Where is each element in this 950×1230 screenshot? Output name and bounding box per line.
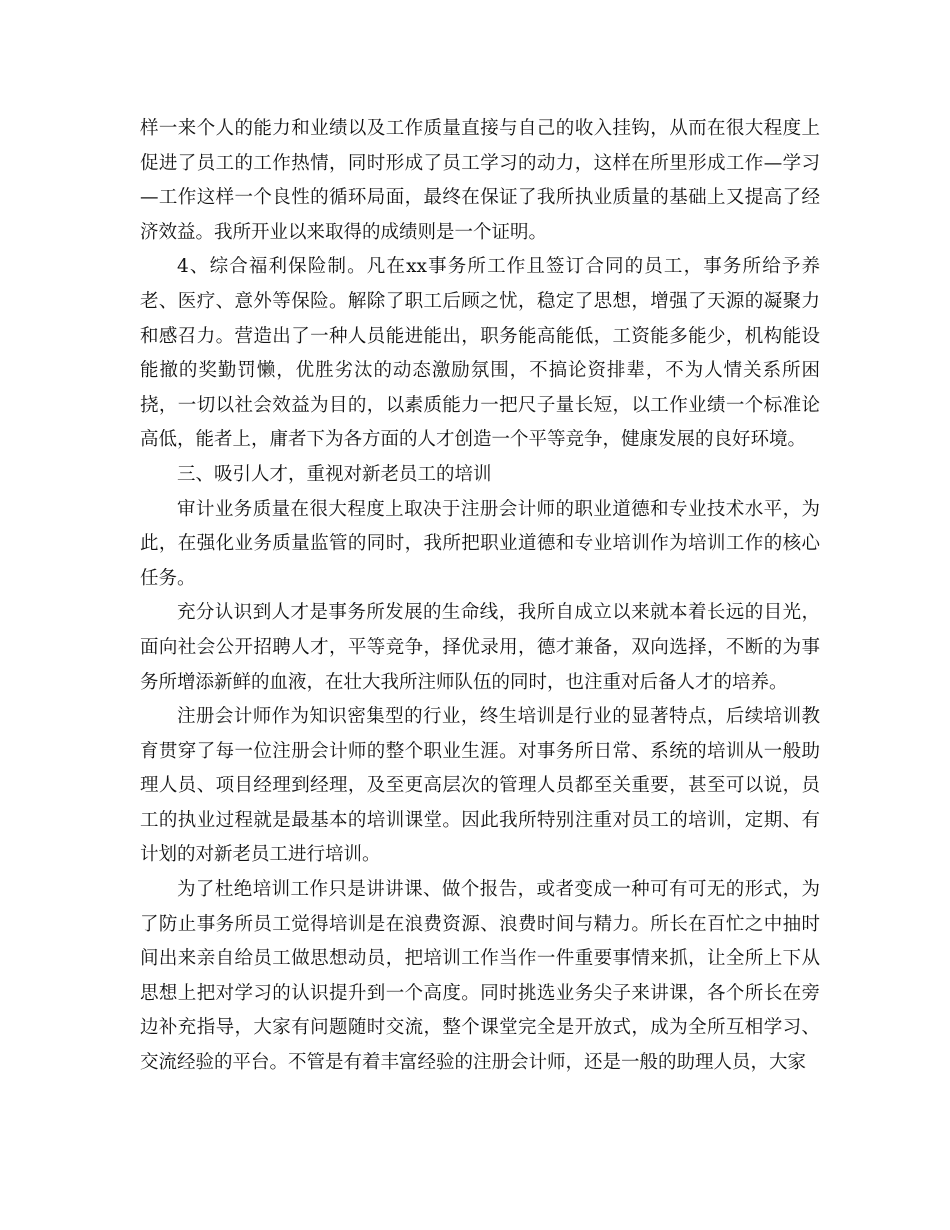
paragraph-audit-quality: 审计业务质量在很大程度上取决于注册会计师的职业道德和专业技术水平，为此，在强化业务质量监管的同时，我所把职业道德和专业培训作为培训工作的核心任务。	[140, 498, 820, 589]
paragraph-continuation: 样一来个人的能力和业绩以及工作质量直接与自己的收入挂钩，从而在很大程度上促进了员工的工作热情，同时形成了员工学习的动力，这样在所里形成工作—学习—工作这样一个良性的循环局面，最终在保证了我所执业质量的基础上又提高了经济效益。我所开业以来取得的成绩则是一个证明。	[140, 118, 820, 243]
paragraph-training-practice: 为了杜绝培训工作只是讲讲课、做个报告，或者变成一种可有可无的形式，为了防止事务所员工觉得培训是在浪费资源、浪费时间与精力。所长在百忙之中抽时间出来亲自给员工做思想动员，把培训工作当作一件重要事情来抓，让全所上下从思想上把对学习的认识提升到一个高度。同时挑选业务尖子来讲课，各个所长在旁边补充指导，大家有问题随时交流，整个课堂完全是开放式，成为全所互相学习、交流经验的平台。不管是有着丰富经验的注册会计师，还是一般的助理人员，大家	[140, 879, 820, 1074]
document-body	[140, 112, 820, 1081]
paragraph-continuing-education: 注册会计师作为知识密集型的行业，终生培训是行业的显著特点，后续培训教育贯穿了每一位注册会计师的整个职业生涯。对事务所日常、系统的培训从一般助理人员、项目经理到经理，及至更高层次的管理人员都至关重要，甚至可以说，员工的执业过程就是最基本的培训课堂。因此我所特别注重对员工的培训，定期、有计划的对新老员工进行培训。	[140, 706, 820, 866]
paragraph-welfare-insurance: 4、综合福利保险制。凡在xx事务所工作且签订合同的员工，事务所给予养老、医疗、意外等保险。解除了职工后顾之忧，稳定了思想，增强了天源的凝聚力和感召力。营造出了一种人员能进能出，职务能高能低，工资能多能少，机构能设能撤的奖勤罚懒，优胜劣汰的动态激励氛围，不搞论资排辈，不为人情关系所困挠，一切以社会效益为目的，以素质能力一把尺子量长短，以工作业绩一个标准论高低，能者上，庸者下为各方面的人才创造一个平等竞争，健康发展的良好环境。	[140, 256, 820, 451]
section-heading-training: 三、吸引人才，重视对新老员工的培训	[177, 463, 492, 485]
paragraph-talent-recruitment: 充分认识到人才是事务所发展的生命线，我所自成立以来就本着长远的目光，面向社会公开招聘人才，平等竞争，择优录用，德才兼备，双向选择，不断的为事务所增添新鲜的血液，在壮大我所注师队伍的同时，也注重对后备人才的培养。	[140, 602, 820, 693]
